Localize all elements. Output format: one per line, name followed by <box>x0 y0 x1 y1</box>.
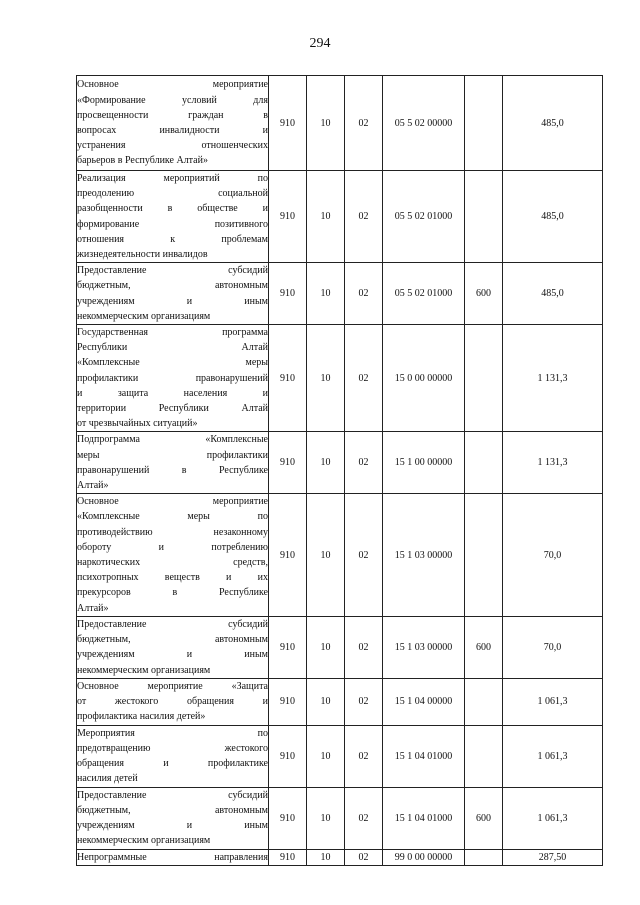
table-row <box>77 678 603 725</box>
cell-name-line: бюджетным, автономным <box>77 634 268 646</box>
cell-name-line: «Комплексные меры по <box>77 511 268 523</box>
cell-name-line: Непрограммные направления <box>77 851 268 863</box>
cell-name-line: учреждениям и иным <box>77 295 268 307</box>
cell-expense-type: 600 <box>465 263 503 325</box>
cell-name-line: от чрезвычайных ситуаций» <box>77 418 198 430</box>
cell-subsection: 02 <box>345 432 383 494</box>
cell-subsection: 02 <box>345 263 383 325</box>
cell-name <box>77 849 269 865</box>
table-row <box>77 725 603 787</box>
cell-subsection: 02 <box>345 725 383 787</box>
cell-subsection: 02 <box>345 678 383 725</box>
cell-target-article: 15 1 03 00000 <box>383 616 465 678</box>
cell-name-line: меры профилактики <box>77 449 268 461</box>
cell-name-line: обороту и потреблению <box>77 541 268 553</box>
cell-name-line: учреждениям и иным <box>77 649 268 661</box>
cell-name-line: психотропных веществ и их <box>77 572 268 584</box>
cell-name-line: Основное мероприятие «Защита <box>77 680 268 692</box>
cell-section: 10 <box>307 616 345 678</box>
budget-table <box>76 75 603 866</box>
cell-section: 10 <box>307 171 345 263</box>
cell-name-line: «Формирование условий для <box>77 94 268 106</box>
cell-target-article: 15 1 03 00000 <box>383 494 465 617</box>
cell-expense-type: 600 <box>465 787 503 849</box>
cell-ministry: 910 <box>269 325 307 432</box>
cell-name-line: Алтай» <box>77 602 109 614</box>
table-row <box>77 263 603 325</box>
cell-ministry: 910 <box>269 76 307 171</box>
cell-target-article: 15 1 04 01000 <box>383 725 465 787</box>
cell-name-line: просвещенности граждан в <box>77 109 268 121</box>
cell-target-article: 15 0 00 00000 <box>383 325 465 432</box>
table-row <box>77 849 603 865</box>
table-row <box>77 171 603 263</box>
cell-name <box>77 494 269 617</box>
cell-section: 10 <box>307 76 345 171</box>
cell-name-line: Реализация мероприятий по <box>77 173 268 184</box>
cell-section: 10 <box>307 725 345 787</box>
cell-name-line: насилия детей <box>77 773 138 785</box>
cell-name-line: Предоставление субсидий <box>77 618 268 630</box>
cell-target-article: 05 5 02 01000 <box>383 171 465 263</box>
cell-ministry: 910 <box>269 263 307 325</box>
cell-section: 10 <box>307 678 345 725</box>
cell-subsection: 02 <box>345 494 383 617</box>
cell-name-line: и защита населения и <box>77 387 268 399</box>
cell-sum: 1 131,3 <box>503 325 603 432</box>
cell-name-line: некоммерческим организациям <box>77 310 211 322</box>
cell-name-line: вопросах инвалидности и <box>77 125 268 136</box>
cell-name-line: Основное мероприятие <box>77 496 268 508</box>
cell-section: 10 <box>307 263 345 325</box>
cell-sum: 485,0 <box>503 171 603 263</box>
cell-ministry: 910 <box>269 171 307 263</box>
cell-name-line: обращения и профилактике <box>77 758 268 770</box>
cell-name <box>77 432 269 494</box>
cell-sum: 1 061,3 <box>503 678 603 725</box>
cell-name-line: отношения к проблемам <box>77 233 268 245</box>
cell-ministry: 910 <box>269 432 307 494</box>
cell-sum: 70,0 <box>503 616 603 678</box>
cell-name-line: профилактика насилия детей» <box>77 711 206 723</box>
cell-ministry: 910 <box>269 616 307 678</box>
cell-ministry: 910 <box>269 678 307 725</box>
cell-expense-type: 600 <box>465 616 503 678</box>
cell-expense-type <box>465 171 503 263</box>
cell-target-article: 99 0 00 00000 <box>383 849 465 865</box>
cell-expense-type <box>465 849 503 865</box>
table-row <box>77 325 603 432</box>
cell-name-line: разобщенности в обществе и <box>77 203 268 215</box>
cell-name <box>77 263 269 325</box>
cell-name-line: Предоставление субсидий <box>77 789 268 801</box>
cell-target-article: 05 5 02 00000 <box>383 76 465 171</box>
table-row <box>77 787 603 849</box>
cell-subsection: 02 <box>345 616 383 678</box>
cell-name-line: бюджетным, автономным <box>77 280 268 292</box>
cell-name-line: жизнедеятельности инвалидов <box>77 249 208 261</box>
cell-name-line: Мероприятия по <box>77 727 268 739</box>
cell-ministry: 910 <box>269 725 307 787</box>
cell-target-article: 05 5 02 01000 <box>383 263 465 325</box>
cell-name-line: «Комплексные меры <box>77 357 268 369</box>
cell-name-line: Алтай» <box>77 480 109 492</box>
cell-expense-type <box>465 76 503 171</box>
cell-subsection: 02 <box>345 849 383 865</box>
cell-subsection: 02 <box>345 325 383 432</box>
cell-sum: 485,0 <box>503 76 603 171</box>
cell-name <box>77 616 269 678</box>
cell-subsection: 02 <box>345 76 383 171</box>
cell-expense-type <box>465 494 503 617</box>
cell-name-line: барьеров в Республике Алтай» <box>77 155 208 167</box>
cell-sum: 485,0 <box>503 263 603 325</box>
cell-section: 10 <box>307 325 345 432</box>
cell-name-line: правонарушений в Республике <box>77 464 268 476</box>
cell-target-article: 15 1 04 01000 <box>383 787 465 849</box>
cell-section: 10 <box>307 787 345 849</box>
cell-expense-type <box>465 725 503 787</box>
cell-section: 10 <box>307 494 345 617</box>
cell-name-line: профилактики правонарушений <box>77 372 268 384</box>
table-row <box>77 432 603 494</box>
cell-name-line: преодолению социальной <box>77 188 268 200</box>
cell-ministry: 910 <box>269 494 307 617</box>
cell-name-line: предотвращению жестокого <box>77 743 268 754</box>
cell-expense-type <box>465 325 503 432</box>
cell-name-line: устранения отношенческих <box>77 140 268 152</box>
cell-subsection: 02 <box>345 171 383 263</box>
cell-name <box>77 725 269 787</box>
cell-ministry: 910 <box>269 849 307 865</box>
cell-subsection: 02 <box>345 787 383 849</box>
cell-name-line: формирование позитивного <box>77 218 268 230</box>
cell-name-line: бюджетным, автономным <box>77 805 268 816</box>
cell-section: 10 <box>307 432 345 494</box>
cell-name-line: территории Республики Алтай <box>77 403 268 415</box>
cell-name-line: некоммерческим организациям <box>77 835 211 847</box>
cell-name <box>77 787 269 849</box>
cell-name-line: Подпрограмма «Комплексные <box>77 434 268 446</box>
cell-name-line: от жестокого обращения и <box>77 696 268 708</box>
cell-expense-type <box>465 432 503 494</box>
cell-ministry: 910 <box>269 787 307 849</box>
cell-name-line: Государственная программа <box>77 327 268 339</box>
cell-sum: 1 061,3 <box>503 787 603 849</box>
cell-name <box>77 678 269 725</box>
cell-section: 10 <box>307 849 345 865</box>
table-row <box>77 616 603 678</box>
cell-name-line: прекурсоров в Республике <box>77 587 268 599</box>
table-row <box>77 76 603 171</box>
cell-name <box>77 325 269 432</box>
cell-name-line: некоммерческим организациям <box>77 664 211 676</box>
cell-target-article: 15 1 04 00000 <box>383 678 465 725</box>
cell-sum: 1 131,3 <box>503 432 603 494</box>
page-number: 294 <box>309 36 331 51</box>
cell-name-line: Республики Алтай <box>77 342 268 354</box>
cell-sum: 287,50 <box>503 849 603 865</box>
cell-name <box>77 76 269 171</box>
cell-name-line: учреждениям и иным <box>77 820 268 832</box>
cell-name-line: противодействию незаконному <box>77 526 268 538</box>
cell-sum: 1 061,3 <box>503 725 603 787</box>
cell-name-line: Предоставление субсидий <box>77 265 268 277</box>
cell-target-article: 15 1 00 00000 <box>383 432 465 494</box>
cell-sum: 70,0 <box>503 494 603 617</box>
cell-expense-type <box>465 678 503 725</box>
cell-name-line: Основное мероприятие <box>77 79 268 91</box>
table-row <box>77 494 603 617</box>
cell-name <box>77 171 269 263</box>
cell-name-line: наркотических средств, <box>77 557 268 569</box>
